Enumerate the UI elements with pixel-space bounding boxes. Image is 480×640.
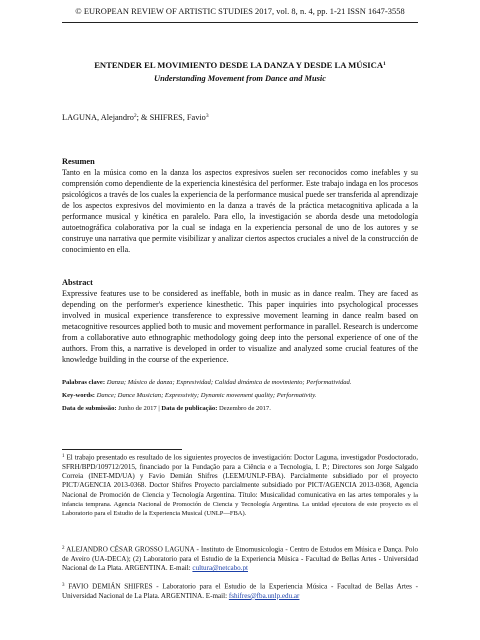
resumen-heading: Resumen: [62, 157, 95, 166]
header-divider: [62, 22, 418, 23]
footnote-3: [62, 581, 418, 601]
footnote-3-email-link[interactable]: fshifres@fba.unlp.edu.ar: [228, 591, 300, 600]
submission-dates: [62, 405, 418, 412]
footnote-divider: [62, 449, 182, 450]
author-line: [62, 113, 209, 122]
submission-value: Junho de 2017 |: [118, 405, 160, 412]
footnote-3-text: FAVIO DEMIÁN SHIFRES - Laboratorio para el Estudio de la Experiencia Música - Facultad de Bellas Artes - Universidad Nacional de La Plata. ARGENTINA. E-mail:: [62, 582, 418, 600]
author-2: ; & SHIFRES, Favio: [136, 113, 206, 122]
footnote-1-text-small: y la infancia temprana. Agencia Nacional de Promoción de Ciencia y Tecnología Argentina. La unidad ejecutora de este proyecto es el Laboratorio para el Estudio de la Experiencia Musical (UNLP—FBA).: [62, 491, 418, 518]
footnote-3-marker: 3: [62, 583, 65, 588]
keywords-en-label: Key-words:: [62, 392, 95, 399]
submission-label: Data de submissão:: [62, 405, 117, 412]
author-1-footnote-ref[interactable]: 2: [133, 113, 137, 119]
keywords-en-text: Dance; Dance Musician; Expressivity; Dynamic movement quality; Performativity.: [96, 392, 317, 399]
resumen-text: Tanto en la música como en la danza los aspectos expresivos suelen ser reconocidos como inefables y su comprensión como dependiente de la experiencia kinestésica del performer. Este trabajo indaga en los procesos psicológicos a través de los cuales la experiencia de la performance musical puede ser transferida al aprendizaje de los aspectos expresivos del movimiento en la danza a través de la práctica metacognitiva aplicada a la performance musical y kinética en paralelo. Para ello, la investigación se aborda desde una metodología autoetnográfica colaborativa por la cual se indaga en la experiencia personal de uno de los autores y se construye una narrativa que permite visibilizar y analizar ciertos aspectos cruciales a nivel de la construcción de conocimiento en ella.: [62, 168, 418, 254]
article-title-text: ENTENDER EL MOVIMIENTO DESDE LA DANZA Y DESDE LA MÚSICA: [94, 60, 384, 70]
keywords-en: [62, 392, 418, 399]
footnote-2-email-link[interactable]: cultura@netcabo.pt: [192, 564, 248, 573]
footnote-1: [62, 452, 418, 519]
keywords-es: [62, 379, 418, 386]
article-title: [62, 60, 418, 70]
footnote-2-marker: 2: [62, 546, 65, 551]
footnote-1-marker: 1: [62, 454, 65, 459]
keywords-es-label: Palabras clave:: [62, 379, 106, 386]
article-subtitle: Understanding Movement from Dance and Music: [154, 74, 326, 83]
abstract-heading: Abstract: [62, 278, 93, 287]
abstract-text: Expressive features use to be considered as ineffable, both in music as in dance realm. They are faced as depending on the performer's experience kinesthetic. This paper inquiries into psychological processes involved in musical experience transference to expressive movement learning in dance realm based on metacognitive resources applied both to music and movement performance in parallel. Research is undercome from a collaborative auto ethnographic methodology going deep into the personal experience of one of the authors. From this, a narrative is developed in order to visualize and analyzed some crucial features of the knowledge building in the course of the experience.: [62, 289, 418, 364]
footnote-2: [62, 544, 418, 573]
footnote-2-text: ALEJANDRO CÉSAR GROSSO LAGUNA - Instituto de Etnomusicologia - Centro de Estudos em Música e Dança. Polo de Aveiro (UA-DECA); (2) Laboratorio para el Estudio de la Experiencia Música - Facultad de Bellas Artes - Universidad Nacional de La Plata. ARGENTINA. E-mail:: [62, 545, 418, 573]
author-1: LAGUNA, Alejandro: [62, 113, 134, 122]
journal-header: © EUROPEAN REVIEW OF ARTISTIC STUDIES 2017, vol. 8, n. 4, pp. 1-21 ISSN 1647-3558: [75, 7, 405, 16]
publication-value: Dezembro de 2017.: [219, 405, 271, 412]
author-2-footnote-ref[interactable]: 3: [205, 113, 209, 119]
keywords-es-text: Danza; Músico de danza; Expresividad; Calidad dinámica de movimiento; Performatividad.: [106, 379, 352, 386]
title-footnote-ref[interactable]: 1: [383, 61, 386, 67]
footnote-1-text: El trabajo presentado es resultado de los siguientes proyectos de investigación: Doctor Laguna, investigador Posdoctorado, SFRH/BPD/109712/2015, financiado por la Fundação para a Ciência e a Tecnologia, I. P.; Directores son Jorge Salgado Correia (INET-MD/UA) y Favio Demián Shifres (LEEM/UNLP-FBA). Parcialmente subsidiado por el proyecto PICT/AGENCIA 2013-0368. Doctor Shifres Proyecto parcialmente subsidiado por PICT/AGENCIA 2013-0368, Agencia Nacional de Promoción de Ciencia y Tecnología Argentina. Título: Musicalidad comunicativa en las artes temporales: [62, 453, 418, 499]
publication-label: Data de publicação:: [161, 405, 218, 412]
